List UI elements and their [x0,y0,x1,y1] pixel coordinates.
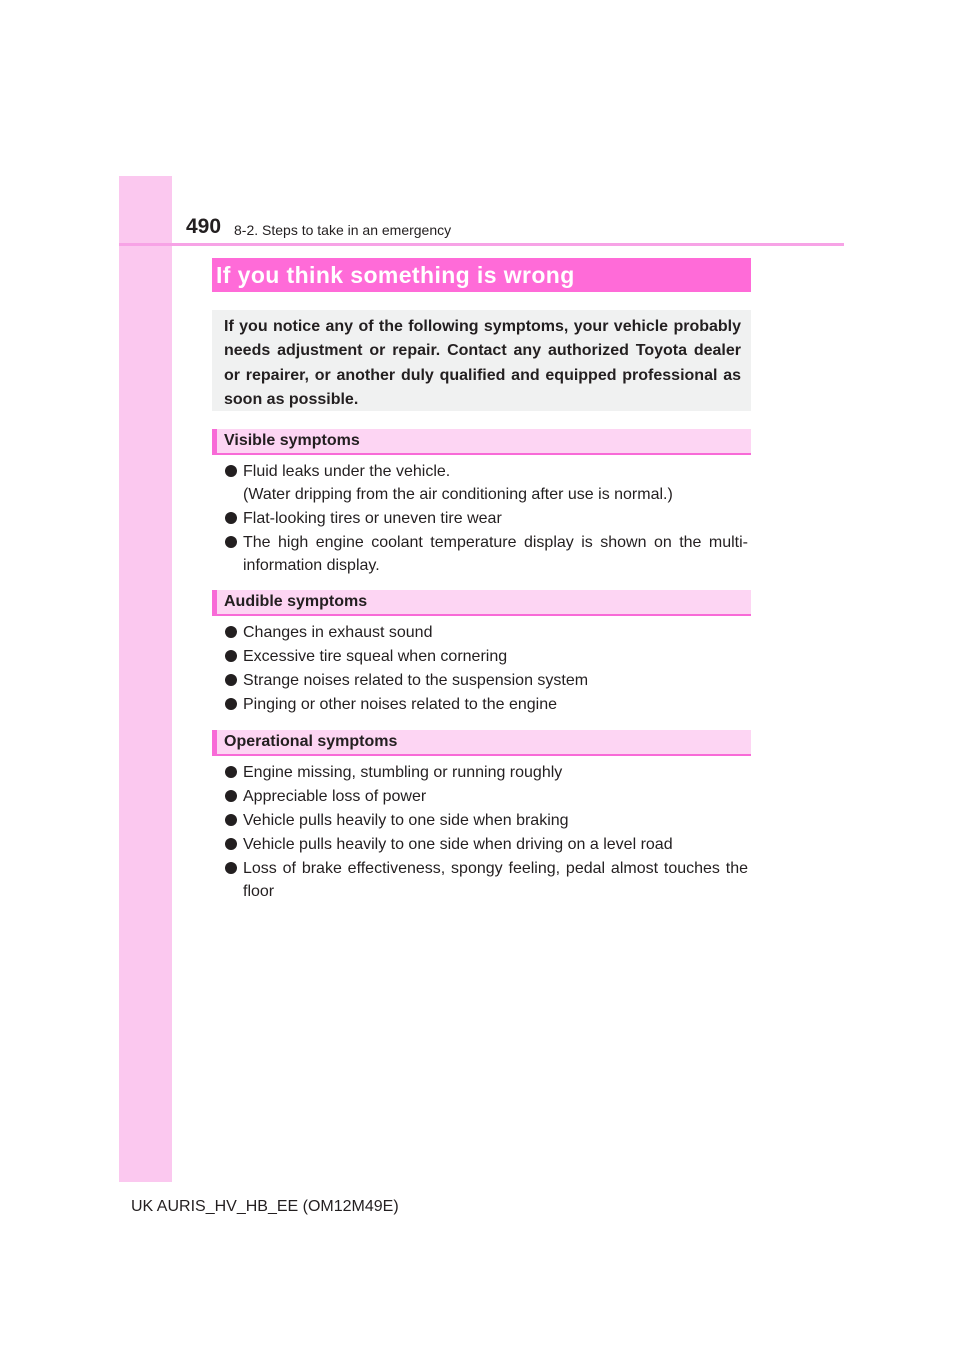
audible-symptoms-heading: Audible symptoms [212,590,751,616]
list-item: Excessive tire squeal when cornering [224,645,748,668]
list-item: Flat-looking tires or uneven tire wear [224,507,748,530]
audible-symptoms-list [224,621,748,717]
list-item: Vehicle pulls heavily to one side when driving on a level road [224,833,748,856]
operational-symptoms-heading: Operational symptoms [212,730,751,756]
list-item: The high engine coolant temperature display is shown on the multi-information display. [224,531,748,577]
operational-symptoms-list [224,761,748,904]
header-rule [119,243,844,246]
page-title: If you think something is wrong [212,258,751,292]
footer-model-code: UK AURIS_HV_HB_EE (OM12M49E) [131,1198,399,1215]
visible-symptoms-list [224,460,748,578]
list-item: Changes in exhaust sound [224,621,748,644]
list-item: Strange noises related to the suspension system [224,669,748,692]
intro-box [212,310,751,411]
list-item: Loss of brake effectiveness, spongy feeling, pedal almost touches the floor [224,857,748,903]
list-item: Vehicle pulls heavily to one side when braking [224,809,748,832]
running-header: 8-2. Steps to take in an emergency [234,222,452,238]
list-item: Engine missing, stumbling or running roughly [224,761,748,784]
chapter-side-tab [119,176,172,1182]
list-item: Fluid leaks under the vehicle. (Water dripping from the air conditioning after use is normal.) [224,460,748,506]
page-number: 490 [186,215,222,238]
list-item: Appreciable loss of power [224,785,748,808]
list-item: Pinging or other noises related to the engine [224,693,748,716]
visible-symptoms-heading: Visible symptoms [212,429,751,455]
intro-text: If you notice any of the following symptoms, your vehicle probably needs adjustment or repair. Contact any authorized Toyota dealer or repairer, or another duly qualified and equipped professional as soon as possible. [224,318,741,409]
